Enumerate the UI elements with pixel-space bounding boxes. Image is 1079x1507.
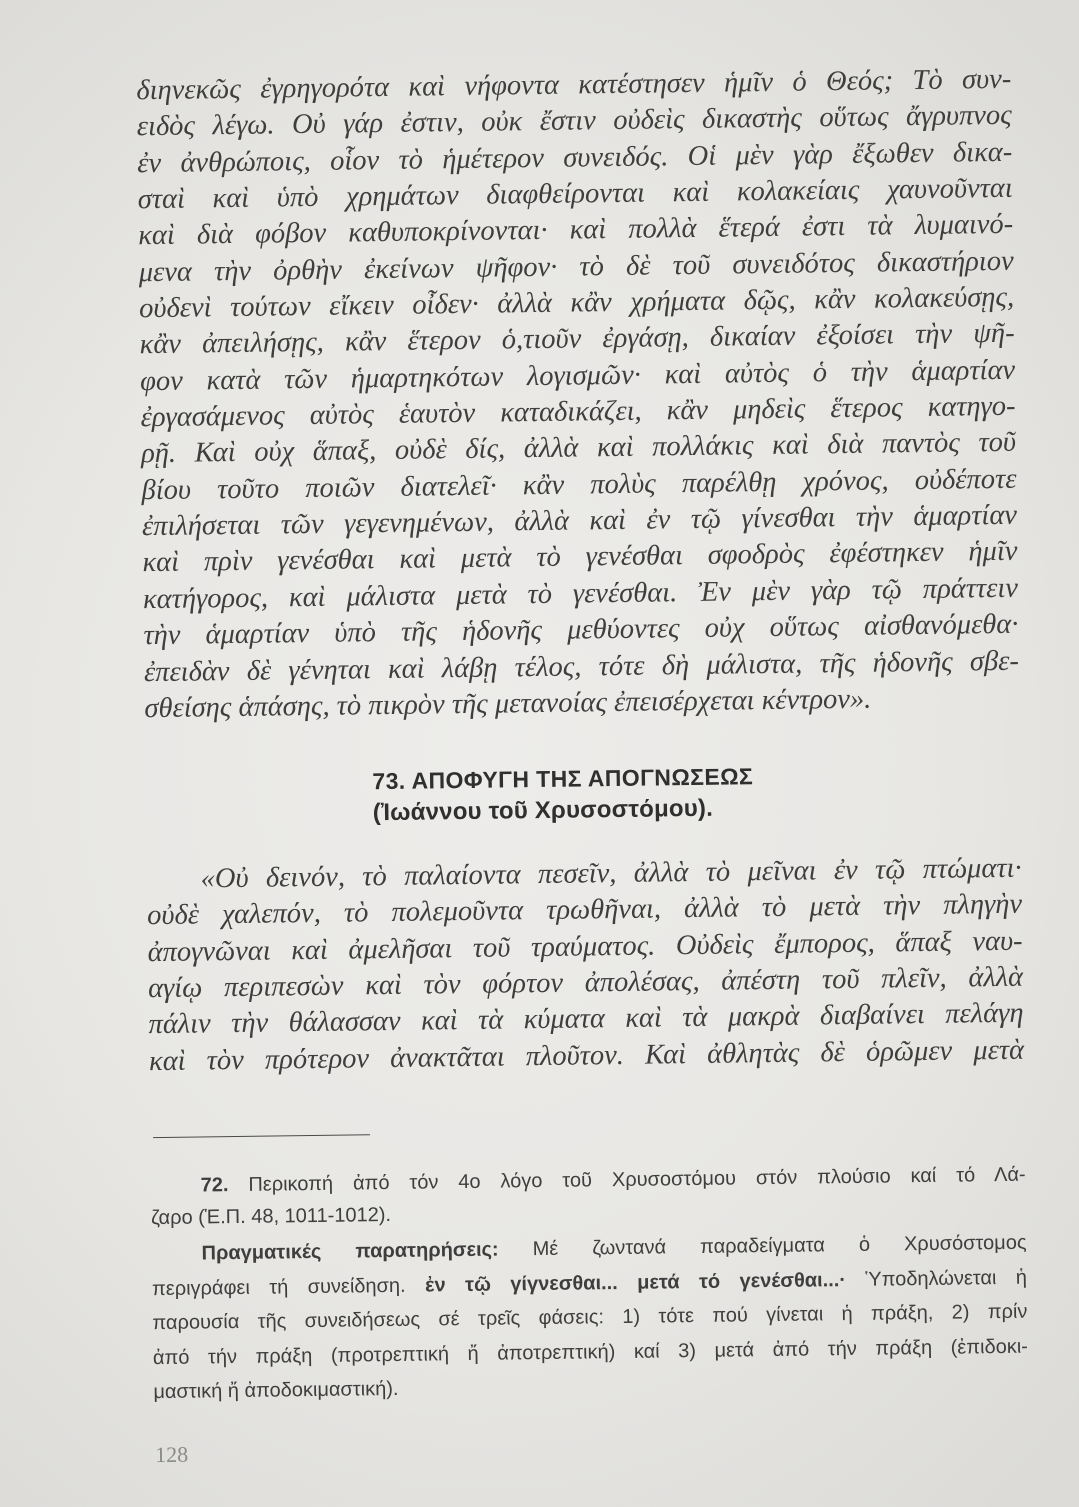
page-number: 128: [155, 1441, 189, 1468]
footnote-text: Περικοπή ἀπό τόν 4ο λόγο τοῦ Χρυσοστόμου στόν πλούσιο καί τό Λά-: [248, 1163, 1026, 1196]
text-line: «Οὐ δεινόν, τὸ παλαίοντα πεσεῖν, ἀλλὰ τὸ μεῖναι ἐν τῷ πτώματι·: [200, 852, 1022, 895]
quote-passage: [146, 851, 1024, 1080]
text-line: μενα τὴν ὀρθὴν ἐκείνων ψῆφον· τὸ δὲ τοῦ συνειδότος δικαστήριον: [138, 245, 1014, 288]
text-line: βίου τοῦτο ποιῶν διατελεῖ· κἂν πολὺς παρέλθῃ χρόνος, οὐδέποτε: [141, 463, 1017, 506]
text-line: ἐν ἀνθρώποις, οἷον τὸ ἡμέτερον συνειδός. Οἱ μὲν γὰρ ἔξωθεν δικα-: [137, 136, 1013, 179]
section-attribution: (Ἰωάννου τοῦ Χρυσοστόμου).: [372, 794, 714, 827]
text-line: κἂν ἀπειλήσῃς, κἂν ἕτερον ὁ,τιοῦν ἐργάσῃ, δικαίαν ἐξοίσει τὴν ψῆ-: [139, 318, 1015, 361]
footnote-72: [150, 1159, 1026, 1234]
text-line: ρῇ. Καὶ οὐχ ἅπαξ, οὐδὲ δίς, ἀλλὰ καὶ πολλάκις καὶ διὰ παντὸς τοῦ: [140, 427, 1017, 470]
text-line: σθείσης ἁπάσης, τὸ πικρὸν τῆς μετανοίας ἐπεισέρχεται κέντρον».: [144, 683, 872, 725]
text-line: πάλιν τὴν θάλασσαν καὶ τὰ κύματα καὶ τὰ μακρὰ διαβαίνει πελάγη: [148, 998, 1024, 1041]
text-line: καὶ πρὶν γενέσθαι καὶ μετὰ τὸ γενέσθαι σφοδρὸς ἐφέστηκεν ἡμῖν: [142, 536, 1018, 579]
footnote-number: 72.: [200, 1174, 229, 1197]
text-line: καὶ διὰ φόβον καθυποκρίνονται· καὶ πολλὰ ἕτερά ἐστι τὰ λυμαινό-: [138, 209, 1014, 252]
text-line: ἀπογνῶναι καὶ ἀμελῆσαι τοῦ τραύματος. Οὐδεὶς ἔμπορος, ἅπαξ ναυ-: [147, 925, 1023, 968]
continued-passage: [136, 62, 1019, 728]
text-line: διηνεκῶς ἐγρηγορότα καὶ νήφοντα κατέστησεν ἡμῖν ὁ Θεός; Τὸ συν-: [136, 63, 1012, 107]
text-line: αγίῳ περιπεσὼν καὶ τὸν φόρτον ἀπολέσας, ἀπέστη τοῦ πλεῖν, ἀλλὰ: [147, 961, 1024, 1005]
text-line: οὐδὲ χαλεπόν, τὸ πολεμοῦντα τρωθῆναι, ἀλλὰ τὸ μετὰ τὴν πληγὴν: [146, 889, 1023, 932]
text-line: ἐργασάμενος αὐτὸς ἑαυτὸν καταδικάζει, κἂν μηδεὶς ἕτερος κατηγο-: [140, 390, 1016, 434]
text-line: σταὶ καὶ ὑπὸ χρημάτων διαφθείρονται καὶ κολακείαις χαυνοῦνται: [137, 172, 1013, 216]
section-title: 73. ΑΠΟΦΥΓΗ ΤΗΣ ΑΠΟΓΝΩΣΕΩΣ: [372, 763, 754, 795]
text-line: ἐπιλήσεται τῶν γεγενημένων, ἀλλὰ καὶ ἐν τῷ γίνεσθαι τὴν ἁμαρτίαν: [141, 499, 1018, 543]
footnote-line: ἀπό τήν πράξη (προτρεπτική ἤ ἀποτρεπτική) καί 3) μετά ἀπό τήν πράξη (ἐπιδοκι-: [152, 1335, 1028, 1369]
text-line: φον κατὰ τῶν ἡμαρτηκότων λογισμῶν· καὶ αὐτὸς ὁ τὴν ἁμαρτίαν: [139, 354, 1016, 397]
remarks-label: Πραγματικές παρατηρήσεις:: [201, 1238, 499, 1265]
footnote-text: Μέ ζωντανά παραδείγματα ὁ Χρυσόστομος: [532, 1231, 1027, 1261]
text-line: ειδὸς λέγω. Οὐ γάρ ἐστιν, οὐκ ἔστιν οὐδεὶς δικαστὴς οὕτως ἄγρυπνος: [136, 100, 1012, 143]
section-heading-block: [372, 760, 754, 829]
footnote-line: ζαρο (Ἑ.Π. 48, 1011-1012).: [150, 1203, 392, 1230]
footnote-text: περιγράφει τή συνείδηση.: [151, 1274, 406, 1300]
text-line: κατήγορος, καὶ μάλιστα μετὰ τὸ γενέσθαι. Ἐν μὲν γὰρ τῷ πράττειν: [142, 572, 1019, 615]
footnote-text: Ὑποδηλώνεται ἡ: [865, 1266, 1028, 1291]
footnote-separator-rule: [153, 1134, 370, 1138]
text-line: οὐδενὶ τούτων εἴκειν οἶδεν· ἀλλὰ κἂν χρήματα δῷς, κἂν κολακεύσῃς,: [138, 281, 1015, 325]
footnote-emphasis: ἐν τῷ γίγνεσθαι... μετά τό γενέσθαι...·: [424, 1268, 847, 1297]
footnote-remarks: [151, 1226, 1028, 1410]
text-line: ἐπειδὰν δὲ γένηται καὶ λάβῃ τέλος, τότε δὴ μάλιστα, τῆς ἡδονῆς σβε-: [143, 645, 1020, 688]
text-line: καὶ τὸν πρότερον ἀνακτᾶται πλοῦτον. Καὶ ἀθλητὰς δὲ ὁρῶμεν μετὰ: [148, 1034, 1025, 1077]
text-line: τὴν ἁμαρτίαν ὑπὸ τῆς ἡδονῆς μεθύοντες οὐχ οὕτως αἰσθανόμεθα·: [143, 608, 1019, 652]
footnote-line: μαστική ἤ ἀποδοκιμαστική).: [153, 1377, 399, 1404]
footnote-line: παρουσία τῆς συνειδήσεως σέ τρεῖς φάσεις: 1) τότε πού γίνεται ἡ πράξη, 2) πρίν: [152, 1300, 1028, 1335]
